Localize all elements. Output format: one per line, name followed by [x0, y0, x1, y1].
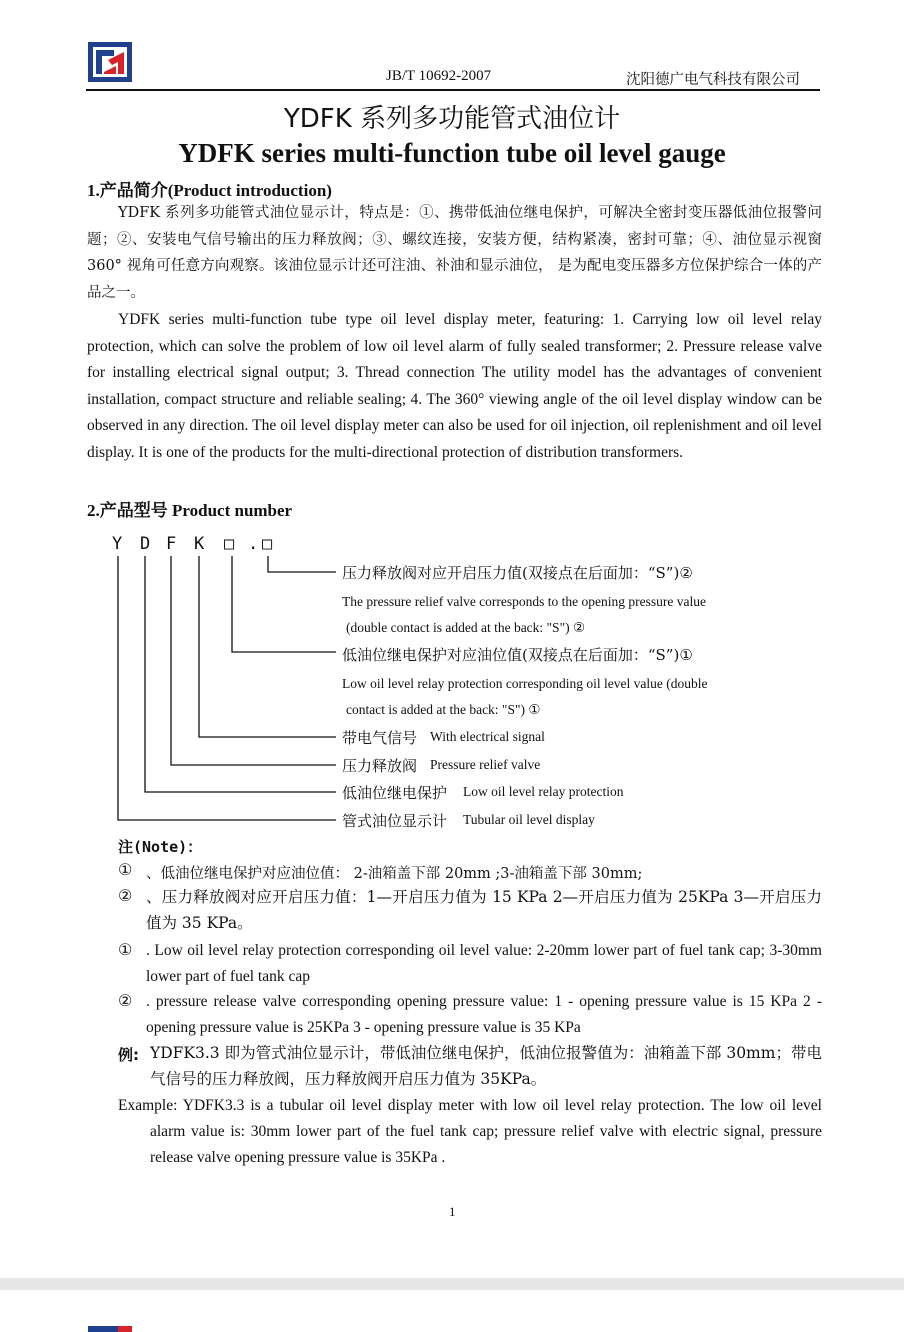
label-oil-level-value-cn: 低油位继电保护对应油位值(双接点在后面加：“S”)① [342, 646, 693, 664]
next-page-edge [0, 1290, 904, 1332]
title-english: YDFK series multi-function tube oil level gauge [178, 138, 726, 168]
note-1-marker: ① [118, 862, 133, 879]
note-3-text: . Low oil level relay protection corresponding oil level value: 2-20mm lower part of fuel tank cap; 3-30mm lower part of fuel tank cap [146, 942, 822, 985]
notes-heading: 注(Note)： [118, 838, 203, 856]
bracket-line-y [118, 556, 336, 820]
example-label: 例: [118, 1046, 139, 1064]
standard-number: JB/T 10692-2007 [386, 68, 492, 84]
intro-paragraph-cn: YDFK 系列多功能管式油位显示计，特点是：①、携带低油位继电保护，可解决全密封变压器低油位报警问题；②、安装电气信号输出的压力释放阀；③、螺纹连接，安装方便，结构紧凑，密封可靠；④、油位显示视窗 360° 视角可任意方向观察。该油位显示计还可注油、补油和显示油位， 是为配电变压器多方位保护综合一体的产品之一。 [87, 205, 822, 301]
intro-paragraph-en: YDFK series multi-function tube type oil level display meter, featuring: 1. Carrying low oil level relay protection, which can solve the problem of low oil level alarm of fully sealed transformer; 2. Pressure release valve for installing electrical signal output; 3. Thread connection The utility model has the advantages of convenient installation, compact structure and reliable sealing; 4. The 360° viewing angle of the oil level display window can be observed in any direction. The oil level display meter can also be used for oil injection, oil replenishment and oil level display. It is one of the products for the multi-directional protection of distribution transformers. [87, 311, 822, 461]
section1-heading: 1.产品简介(Product introduction) [87, 181, 332, 200]
company-logo [88, 42, 132, 82]
label-oil-level-value-en-2: contact is added at the back: "S") ① [346, 702, 541, 717]
bracket-line-f [171, 556, 336, 765]
code-box-1: □ [224, 534, 235, 554]
example-cn-text: YDFK3.3 即为管式油位显示计，带低油位继电保护，低油位报警值为：油箱盖下部 30mm；带电气信号的压力释放阀，压力释放阀开启压力值为 35KPa。 [150, 1044, 822, 1088]
example-en-text: Example: YDFK3.3 is a tubular oil level display meter with low oil level relay protection. The low oil level alarm value is: 30mm lower part of the fuel tank cap; pressure relief valve with electric signal, pressure release valve opening pressure value is 35KPa . [118, 1097, 822, 1166]
label-pressure-value-en-1: The pressure relief valve corresponds to the opening pressure value [342, 594, 706, 609]
code-box-2: □ [262, 534, 273, 554]
label-pressure-value-en-2: (double contact is added at the back: "S") ② [346, 620, 586, 635]
bracket-line-box1 [232, 556, 336, 652]
code-dot: . [248, 534, 259, 554]
label-tubular-display-en: Tubular oil level display [463, 812, 595, 827]
label-electrical-signal-cn: 带电气信号 [342, 729, 418, 747]
company-logo-partial [88, 1326, 132, 1332]
code-char-y: Y [112, 534, 123, 554]
bracket-line-k [199, 556, 336, 737]
label-pressure-relief-valve-cn: 压力释放阀 [342, 757, 418, 775]
code-char-f: F [166, 534, 177, 554]
code-char-k: K [194, 534, 205, 554]
note-1-text: 、低油位继电保护对应油位值： 2-油箱盖下部 20mm ;3-油箱盖下部 30mm; [146, 866, 643, 882]
code-char-d: D [140, 534, 151, 554]
bracket-line-d [145, 556, 336, 792]
note-2-marker: ② [118, 888, 133, 905]
header-rule [86, 89, 820, 91]
note-4-text: . pressure release valve corresponding opening pressure value: 1 - opening pressure value is 15 KPa 2 - opening pressure value is 25KPa 3 - opening pressure value is 35 KPa [146, 993, 822, 1036]
note-3-marker: ① [118, 942, 133, 959]
label-pressure-value-cn: 压力释放阀对应开启压力值(双接点在后面加：“S”)② [342, 564, 693, 582]
bracket-line-box2 [268, 556, 336, 572]
label-tubular-display-cn: 管式油位显示计 [342, 812, 448, 830]
company-name: 沈阳德广电气科技有限公司 [626, 72, 800, 88]
label-pressure-relief-valve-en: Pressure relief valve [430, 757, 541, 772]
note-4-marker: ② [118, 993, 133, 1010]
label-low-oil-protection-en: Low oil level relay protection [463, 784, 624, 799]
note-2-text: 、压力释放阀对应开启压力值：1—开启压力值为 15 KPa 2—开启压力值为 25KPa 3—开启压力值为 35 KPa。 [146, 888, 822, 932]
section2-heading: 2.产品型号 Product number [87, 501, 293, 520]
label-electrical-signal-en: With electrical signal [430, 729, 545, 744]
page-number: 1 [449, 1204, 456, 1219]
label-oil-level-value-en-1: Low oil level relay protection corresponding oil level value (double [342, 676, 708, 691]
title-chinese: YDFK 系列多功能管式油位计 [283, 104, 621, 134]
label-low-oil-protection-cn: 低油位继电保护 [342, 784, 448, 802]
